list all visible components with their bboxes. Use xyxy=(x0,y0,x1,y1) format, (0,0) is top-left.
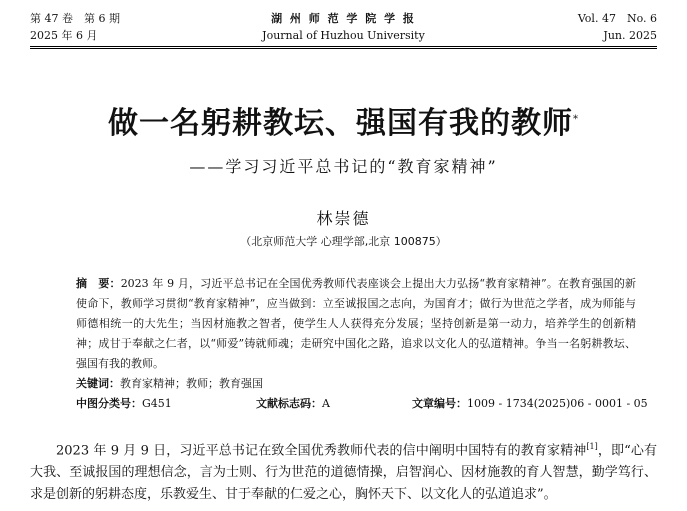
abstract-label: 摘 要： xyxy=(76,277,121,290)
doc-label: 文献标志码： xyxy=(256,397,322,410)
header-volume-en xyxy=(578,10,657,44)
clc-code xyxy=(76,395,172,413)
article-number xyxy=(412,395,648,413)
header-date-en: Jun. 2025 xyxy=(603,29,657,42)
article-subtitle: ——学习习近平总书记的“教育家精神” xyxy=(189,157,498,176)
abstract xyxy=(76,274,636,374)
title-footnote-mark: * xyxy=(573,114,579,125)
body-text-before-ref: 2023 年 9 月 9 日，习近平总书记在致全国优秀教师代表的信中阐明中国特有的教育家精神 xyxy=(56,443,587,459)
clc-value: G451 xyxy=(142,397,172,410)
body-paragraph xyxy=(30,436,657,506)
author-affiliation: （北京师范大学 心理学部,北京 100875） xyxy=(240,235,447,248)
journal-header xyxy=(0,0,687,48)
article-author: 林崇德 xyxy=(316,209,371,228)
body-text-after-ref: ，即“心有大我、至诚报国的理想信念，言为士则、行为世范的道德情操，启智润心、因材施教的育人智慧，勤学笃行、求是创新的躬耕态度，乐教爱生、甘于奉献的仁爱之心，胸怀天下、以文化人的弘道追求”。 xyxy=(30,443,657,503)
keywords xyxy=(76,375,636,393)
article-number-label: 文章编号： xyxy=(412,397,467,410)
journal-name-en: Journal of Huzhou University xyxy=(262,29,425,42)
header-vol-no: Vol. 47 No. 6 xyxy=(577,12,657,25)
header-rule xyxy=(30,46,657,47)
article-number-value: 1009 - 1734(2025)06 - 0001 - 05 xyxy=(467,397,648,410)
document-code xyxy=(256,395,330,413)
abstract-text: 2023 年 9 月，习近平总书记在全国优秀教师代表座谈会上提出大力弘扬“教育家精神”。在教育强国的新使命下，教师学习贯彻“教育家精神”，应当做到：立至诚报国之志向，为国育才；做行为世范之学者，成为师能与师德相统一的大先生；当因材施教之智者，使学生人人获得充分发展；坚持创新是第一动力，培养学生的创新精神；成甘于奉献之仁者，以“师爱”铸就师魂；走研究中国化之路，追求以文化人的弘道精神。争当一名躬耕教坛、强国有我的教师。 xyxy=(76,277,637,370)
title-text: 做一名躬耕教坛、强国有我的教师 xyxy=(108,106,573,141)
keywords-label: 关键词： xyxy=(76,377,120,390)
doc-value: A xyxy=(322,397,330,410)
journal-name-cn: 湖 州 师 范 学 院 学 报 xyxy=(271,12,416,25)
header-rule-thin xyxy=(30,48,657,49)
header-date-cn: 2025 年 6 月 xyxy=(30,29,98,42)
keywords-text: 教育家精神；教师；教育强国 xyxy=(120,377,263,390)
reference-mark: [1] xyxy=(586,442,598,451)
header-volume: 第 47 卷 第 6 期 xyxy=(30,12,120,25)
clc-label: 中图分类号： xyxy=(76,397,142,410)
article-title xyxy=(0,104,687,144)
